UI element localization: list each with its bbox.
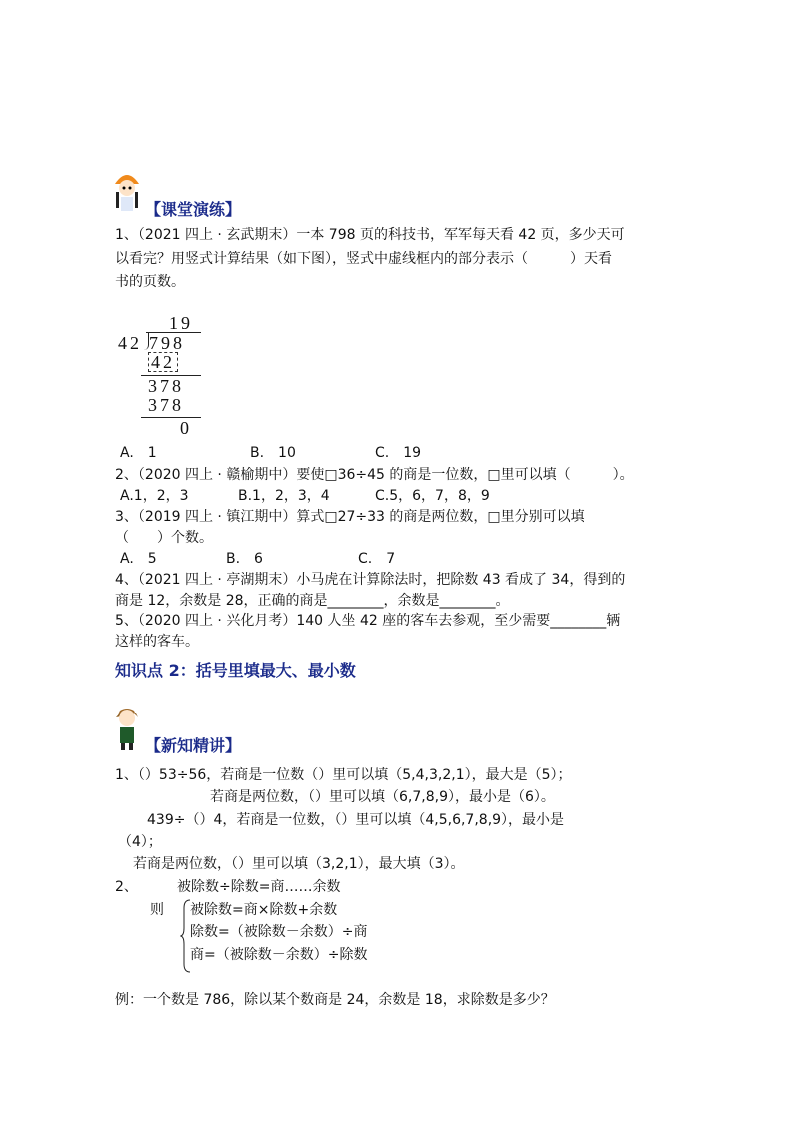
q2-line: 2、（2020 四上 · 赣榆期中）要使□36÷45 的商是一位数，□里可以填（ ）。 [115, 467, 634, 483]
step-value: 378 [148, 395, 184, 415]
q5-line: 这样的客车。 [115, 634, 199, 650]
derived-formula: 商=（被除数－余数）÷除数 [190, 947, 368, 963]
option-a: A. 5 [120, 551, 157, 567]
boy-avatar-icon [112, 703, 142, 751]
step-value: 378 [148, 376, 184, 396]
section-title: 知识点 2：括号里填最大、最小数 [115, 661, 356, 680]
lecture-line: 若商是两位数，（）里可以填（3,2,1），最大填（3）。 [133, 856, 465, 872]
option-a: A.1，2，3 [120, 488, 189, 504]
quotient: 19 [169, 313, 193, 333]
option-b: B. 10 [250, 445, 296, 461]
q5-line: 5、（2020 四上 · 兴化月考）140 人坐 42 座的客车去参观，至少需要________辆 [115, 613, 621, 629]
formula-number: 2、 [115, 879, 138, 895]
formula: 被除数÷除数=商……余数 [177, 879, 341, 895]
option-c: C. 19 [375, 445, 422, 461]
derived-formula: 被除数=商×除数+余数 [190, 902, 338, 918]
example-line: 例：一个数是 786，除以某个数商是 24，余数是 18，求除数是多少？ [115, 992, 555, 1008]
dividend: 798 [149, 333, 185, 353]
lecture-line: 1、（）53÷56，若商是一位数（）里可以填（5,4,3,2,1），最大是（5）； [115, 767, 572, 783]
lecture-line: （4）； [118, 834, 162, 850]
remainder: 0 [180, 418, 192, 438]
girl-avatar-icon [112, 168, 142, 216]
dashed-box-step: 42 [148, 352, 178, 372]
q1-line: 书的页数。 [115, 274, 185, 290]
lecture-heading: 【新知精讲】 [145, 736, 242, 755]
derived-formula: 除数=（被除数－余数）÷商 [190, 924, 368, 940]
q3-line: 3、（2019 四上 · 镇江期中）算式□27÷33 的商是两位数，□里分别可以填 [115, 509, 585, 525]
q4-line: 商是 12，余数是 28，正确的商是________，余数是________。 [115, 593, 510, 609]
q3-line: （ ）个数。 [115, 530, 213, 546]
divisor: 42 [118, 333, 142, 353]
lecture-line: 439÷（）4，若商是一位数，（）里可以填（4,5,6,7,8,9），最小是 [147, 812, 565, 828]
lecture-line: 若商是两位数，（）里可以填（6,7,8,9），最小是（6）。 [210, 789, 555, 805]
practice-heading: 【课堂演练】 [145, 200, 242, 219]
q1-line: 1、（2021 四上 · 玄武期末）一本 798 页的科技书，军军每天看 42 页，多少天可 [115, 227, 625, 243]
option-c: C. 7 [358, 551, 396, 567]
option-b: B.1，2，3，4 [238, 488, 330, 504]
option-a: A. 1 [120, 445, 157, 461]
then-label: 则 [150, 902, 164, 918]
option-c: C.5，6，7，8，9 [375, 488, 490, 504]
q4-line: 4、（2021 四上 · 亭湖期末）小马虎在计算除法时，把除数 43 看成了 34，得到的 [115, 572, 626, 588]
q1-line: 以看完？用竖式计算结果（如下图），竖式中虚线框内的部分表示（ ）天看 [115, 251, 612, 267]
option-b: B. 6 [226, 551, 263, 567]
